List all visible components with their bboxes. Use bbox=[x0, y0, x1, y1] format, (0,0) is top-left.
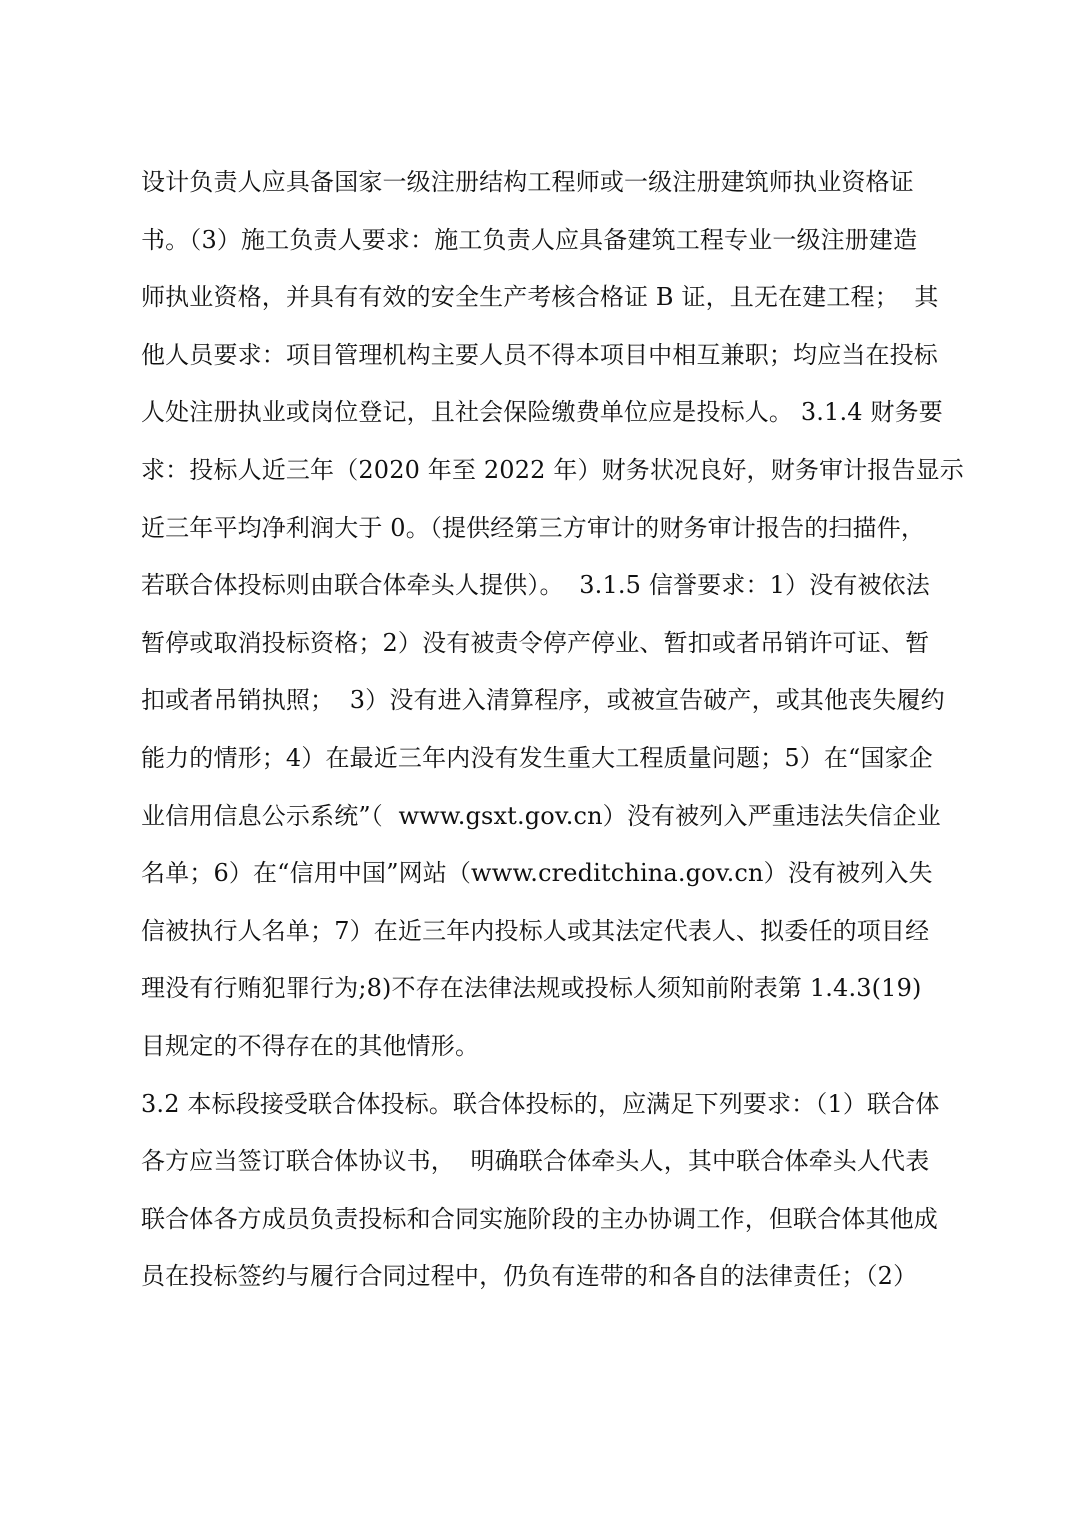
text-line: 近三年平均净利润大于 0。（提供经第三方审计的财务审计报告的扫描件， bbox=[141, 513, 925, 542]
text-line: 师执业资格，并具有有效的安全生产考核合格证 B 证，且无在建工程； 其 bbox=[141, 283, 939, 312]
text-line: 暂停或取消投标资格；2）没有被责令停产停业、暂扣或者吊销许可证、暂 bbox=[141, 628, 930, 657]
text-line: 他人员要求：项目管理机构主要人员不得本项目中相互兼职；均应当在投标 bbox=[141, 340, 938, 369]
text-line: 目规定的不得存在的其他情形。 bbox=[141, 1031, 480, 1060]
text-line: 名单；6）在“信用中国”网站（www.creditchina.gov.cn）没有被列入失 bbox=[141, 859, 933, 888]
text-line: 3.2 本标段接受联合体投标。联合体投标的，应满足下列要求：（1）联合体 bbox=[141, 1089, 940, 1118]
text-line: 书。（3）施工负责人要求：施工负责人应具备建筑工程专业一级注册建造 bbox=[141, 225, 918, 254]
text-line: 联合体各方成员负责投标和合同实施阶段的主办协调工作，但联合体其他成 bbox=[141, 1204, 938, 1233]
text-line: 员在投标签约与履行合同过程中，仍负有连带的和各自的法律责任；（2） bbox=[141, 1262, 918, 1291]
text-line: 求：投标人近三年（2020 年至 2022 年）财务状况良好，财务审计报告显示 bbox=[141, 455, 964, 484]
text-line: 信被执行人名单；7）在近三年内投标人或其法定代表人、拟委任的项目经 bbox=[141, 916, 930, 945]
text-line: 业信用信息公示系统”（ www.gsxt.gov.cn）没有被列入严重违法失信企业 bbox=[141, 801, 941, 830]
text-line: 理没有行贿犯罪行为;8)不存在法律法规或投标人须知前附表第 1.4.3(19) bbox=[141, 974, 922, 1003]
text-line: 人处注册执业或岗位登记，且社会保险缴费单位应是投标人。 3.1.4 财务要 bbox=[141, 398, 943, 427]
text-line: 能力的情形；4）在最近三年内没有发生重大工程质量问题；5）在“国家企 bbox=[141, 743, 933, 772]
text-line: 设计负责人应具备国家一级注册结构工程师或一级注册建筑师执业资格证 bbox=[141, 168, 914, 196]
text-line: 各方应当签订联合体协议书， 明确联合体牵头人，其中联合体牵头人代表 bbox=[141, 1147, 930, 1176]
body-text bbox=[141, 158, 964, 1310]
text-line: 扣或者吊销执照； 3）没有进入清算程序，或被宣告破产，或其他丧失履约 bbox=[141, 686, 945, 715]
text-line: 若联合体投标则由联合体牵头人提供）。 3.1.5 信誉要求：1）没有被依法 bbox=[141, 571, 930, 600]
